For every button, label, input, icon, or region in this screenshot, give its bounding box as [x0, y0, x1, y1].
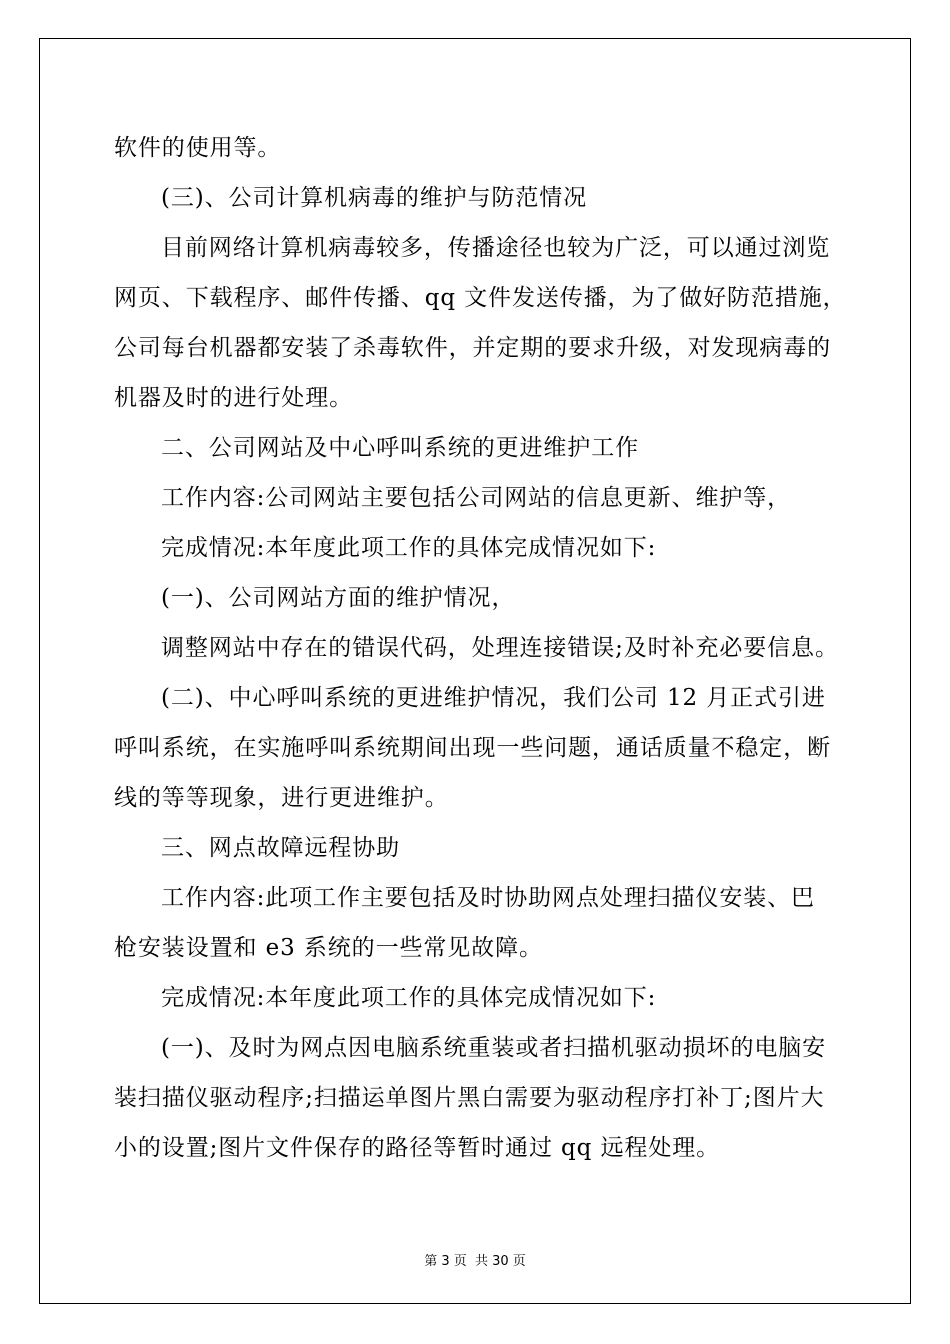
text-line: 网页、下载程序、邮件传播、qq 文件发送传播，为了做好防范措施，	[114, 285, 847, 311]
document-body	[114, 123, 847, 1173]
text-line: 工作内容:公司网站主要包括公司网站的信息更新、维护等，	[161, 485, 792, 511]
text-line: 呼叫系统，在实施呼叫系统期间出现一些问题，通话质量不稳定，断	[114, 735, 831, 761]
text-line: 枪安装设置和 e3 系统的一些常见故障。	[114, 935, 543, 961]
section-heading: (一)、公司网站方面的维护情况，	[161, 585, 516, 611]
text-line: 公司每台机器都安装了杀毒软件，并定期的要求升级，对发现病毒的	[114, 335, 831, 361]
text-line: 完成情况:本年度此项工作的具体完成情况如下:	[161, 535, 657, 561]
text-line: 工作内容:此项工作主要包括及时协助网点处理扫描仪安装、巴	[161, 885, 815, 911]
text-line: 机器及时的进行处理。	[114, 385, 353, 411]
text-line: 目前网络计算机病毒较多，传播途径也较为广泛，可以通过浏览	[161, 235, 831, 261]
text-line: 软件的使用等。	[114, 135, 282, 161]
section-heading: (三)、公司计算机病毒的维护与防范情况	[161, 185, 588, 211]
text-line: 装扫描仪驱动程序;扫描运单图片黑白需要为驱动程序打补丁;图片大	[114, 1085, 825, 1111]
total-pages: 共 30 页	[474, 1254, 526, 1269]
section-heading: 二、公司网站及中心呼叫系统的更进维护工作	[161, 435, 639, 461]
text-line: 小的设置;图片文件保存的路径等暂时通过 qq 远程处理。	[114, 1135, 721, 1161]
section-heading: 三、网点故障远程协助	[161, 835, 400, 861]
section-heading: (一)、及时为网点因电脑系统重装或者扫描机驱动损坏的电脑安	[161, 1035, 827, 1061]
section-heading: (二)、中心呼叫系统的更进维护情况，我们公司 12 月正式引进	[161, 685, 826, 711]
page-footer	[0, 1250, 950, 1269]
text-line: 线的等等现象，进行更进维护。	[114, 785, 449, 811]
page-number: 第 3 页	[424, 1254, 467, 1269]
text-line: 完成情况:本年度此项工作的具体完成情况如下:	[161, 985, 657, 1011]
text-line: 调整网站中存在的错误代码，处理连接错误;及时补充必要信息。	[161, 635, 839, 661]
